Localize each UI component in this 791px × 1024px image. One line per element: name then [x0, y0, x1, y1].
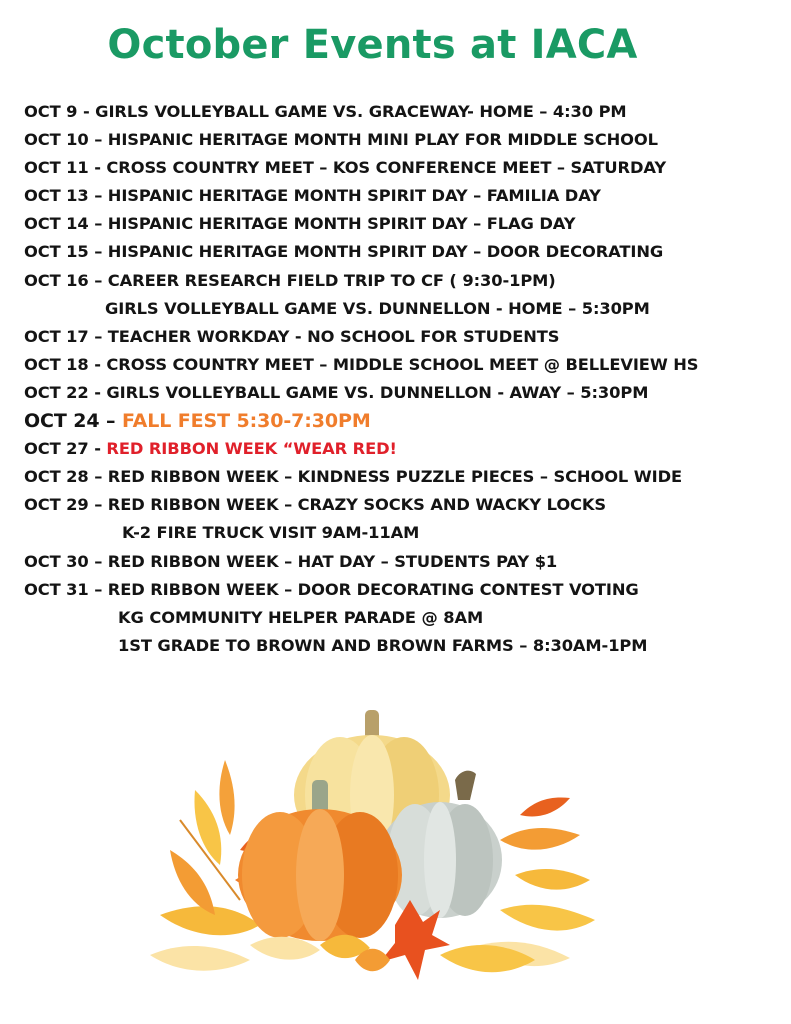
event-line-red-ribbon [24, 435, 784, 463]
event-line: OCT 30 – RED RIBBON WEEK – HAT DAY – STUDENTS PAY $1 [24, 551, 558, 571]
event-line: OCT 15 – HISPANIC HERITAGE MONTH SPIRIT DAY – DOOR DECORATING [24, 242, 664, 262]
event-line: OCT 10 – HISPANIC HERITAGE MONTH MINI PLAY FOR MIDDLE SCHOOL [24, 130, 658, 150]
event-line: OCT 14 – HISPANIC HERITAGE MONTH SPIRIT DAY – FLAG DAY [24, 214, 576, 234]
event-date: OCT 24 – [24, 410, 122, 433]
event-line: OCT 18 - CROSS COUNTRY MEET – MIDDLE SCHOOL MEET @ BELLEVIEW HS [24, 354, 699, 374]
fall-fest-event: FALL FEST 5:30-7:30PM [121, 410, 371, 433]
event-line-continuation: GIRLS VOLLEYBALL GAME VS. DUNNELLON - HOME – 5:30PM [105, 298, 650, 318]
event-line: OCT 16 – CAREER RESEARCH FIELD TRIP TO CF ( 9:30-1PM) [24, 270, 556, 290]
event-line-fall-fest [24, 407, 784, 435]
event-line-continuation: K-2 FIRE TRUCK VISIT 9AM-11AM [122, 523, 420, 543]
event-line: OCT 11 - CROSS COUNTRY MEET – KOS CONFERENCE MEET – SATURDAY [24, 158, 667, 178]
page-title: October Events at IACA [107, 22, 638, 68]
event-line: OCT 17 – TEACHER WORKDAY - NO SCHOOL FOR STUDENTS [24, 326, 560, 346]
event-line: OCT 9 - GIRLS VOLLEYBALL GAME VS. GRACEWAY- HOME – 4:30 PM [24, 102, 627, 121]
event-list [24, 98, 784, 660]
event-line: OCT 31 – RED RIBBON WEEK – DOOR DECORATING CONTEST VOTING [24, 579, 639, 599]
event-line-continuation: 1ST GRADE TO BROWN AND BROWN FARMS – 8:30AM-1PM [118, 635, 648, 655]
event-line: OCT 29 – RED RIBBON WEEK – CRAZY SOCKS AND WACKY LOCKS [24, 495, 607, 515]
event-date: OCT 27 - [24, 439, 107, 459]
event-line: OCT 13 – HISPANIC HERITAGE MONTH SPIRIT DAY – FAMILIA DAY [24, 186, 601, 206]
event-line: OCT 28 – RED RIBBON WEEK – KINDNESS PUZZLE PIECES – SCHOOL WIDE [24, 467, 683, 487]
red-ribbon-event: RED RIBBON WEEK “WEAR RED! [106, 439, 397, 459]
event-line: OCT 22 - GIRLS VOLLEYBALL GAME VS. DUNNELLON - AWAY – 5:30PM [24, 382, 649, 402]
event-line-continuation: KG COMMUNITY HELPER PARADE @ 8AM [118, 607, 484, 627]
pumpkins-illustration [140, 700, 610, 1000]
